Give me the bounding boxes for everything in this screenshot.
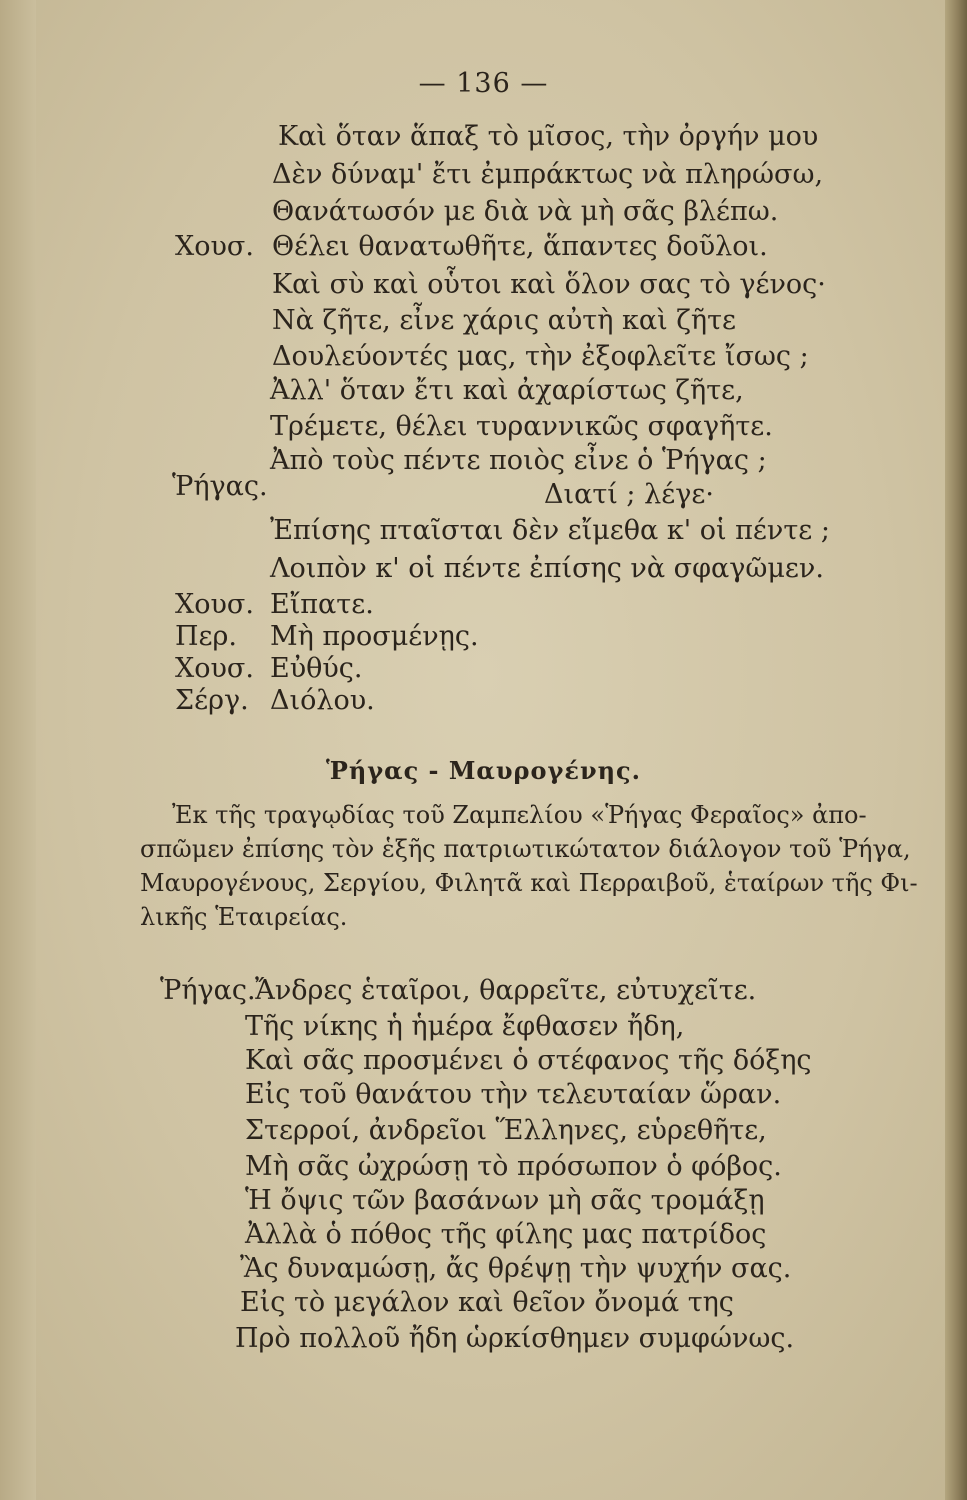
- verse-line: Ἀλλὰ ὁ πόθος τῆς φίλης μας πατρίδος: [245, 1219, 767, 1250]
- verse-line: Λοιπὸν κ' οἱ πέντε ἐπίσης νὰ σφαγῶμεν.: [270, 553, 824, 584]
- verse-line: Εἰς τὸ μεγάλον καὶ θεῖον ὄνομά της: [240, 1287, 734, 1318]
- verse-line: Ἄνδρες ἑταῖροι, θαρρεῖτε, εὐτυχεῖτε.: [255, 975, 757, 1006]
- page-edge: [945, 0, 967, 1500]
- verse-line: Μὴ προσμένῃς.: [270, 621, 479, 652]
- verse-line: Πρὸ πολλοῦ ἤδη ὡρκίσθημεν συμφώνως.: [235, 1323, 795, 1354]
- section-heading: Ῥήγας - Μαυρογένης.: [325, 756, 642, 785]
- page-gutter: [0, 0, 36, 1500]
- speaker-label: Περ.: [175, 621, 237, 652]
- speaker-label: Ῥήγας.: [160, 975, 256, 1006]
- speaker-label: Σέργ.: [175, 685, 249, 716]
- verse-line: Καὶ σᾶς προσμένει ὁ στέφανος τῆς δόξης: [245, 1045, 812, 1076]
- verse-line: Διόλου.: [270, 685, 375, 716]
- verse-line: Διατί ; λέγε·: [544, 479, 714, 510]
- verse-line: Στερροί, ἀνδρεῖοι Ἕλληνες, εὑρεθῆτε,: [245, 1115, 767, 1146]
- verse-line: Καὶ ὅταν ἅπαξ τὸ μῖσος, τὴν ὀργήν μου: [278, 121, 819, 152]
- verse-line: Μὴ σᾶς ὠχρώσῃ τὸ πρόσωπον ὁ φόβος.: [245, 1151, 782, 1182]
- verse-line: Τρέμετε, θέλει τυραννικῶς σφαγῆτε.: [270, 411, 773, 442]
- intro-line: Μαυρογένους, Σεργίου, Φιλητᾶ καὶ Περραιβοῦ, ἑταίρων τῆς Φι-: [140, 869, 918, 897]
- page-number: — 136 —: [418, 68, 549, 99]
- speaker-label: Χουσ.: [175, 589, 254, 620]
- verse-line: Καὶ σὺ καὶ οὗτοι καὶ ὅλον σας τὸ γένος·: [272, 269, 826, 300]
- intro-line: Ἐκ τῆς τραγῳδίας τοῦ Ζαμπελίου «Ῥήγας Φεραῖος» ἀπο-: [172, 801, 867, 829]
- verse-line: Εἴπατε.: [270, 589, 374, 620]
- speaker-label: Χουσ.: [175, 653, 254, 684]
- verse-line: Νὰ ζῆτε, εἶνε χάρις αὐτὴ καὶ ζῆτε: [272, 305, 737, 336]
- verse-line: Ἡ ὄψις τῶν βασάνων μὴ σᾶς τρομάξῃ: [245, 1185, 765, 1216]
- verse-line: Ἀλλ' ὅταν ἔτι καὶ ἀχαρίστως ζῆτε,: [270, 375, 744, 406]
- intro-line: σπῶμεν ἐπίσης τὸν ἑξῆς πατριωτικώτατον διάλογον τοῦ Ῥήγα,: [140, 835, 911, 863]
- verse-line: Εὐθύς.: [270, 653, 363, 684]
- speaker-label: Χουσ.: [175, 231, 254, 262]
- verse-line: Θανάτωσόν με διὰ νὰ μὴ σᾶς βλέπω.: [272, 196, 779, 227]
- verse-line: Τῆς νίκης ἡ ἡμέρα ἔφθασεν ἤδη,: [245, 1011, 685, 1042]
- verse-line: Εἰς τοῦ θανάτου τὴν τελευταίαν ὥραν.: [245, 1079, 782, 1110]
- speaker-label: Ῥήγας.: [172, 471, 268, 502]
- verse-line: Ἐπίσης πταῖσται δὲν εἴμεθα κ' οἱ πέντε ;: [270, 515, 830, 546]
- verse-line: Θέλει θανατωθῆτε, ἅπαντες δοῦλοι.: [272, 231, 768, 262]
- verse-line: Ἂς δυναμώσῃ, ἄς θρέψῃ τὴν ψυχήν σας.: [240, 1253, 792, 1284]
- verse-line: Ἀπὸ τοὺς πέντε ποιὸς εἶνε ὁ Ῥήγας ;: [270, 445, 767, 476]
- intro-line: λικῆς Ἑταιρείας.: [140, 903, 348, 931]
- verse-line: Δὲν δύναμ' ἔτι ἐμπράκτως νὰ πληρώσω,: [272, 159, 824, 190]
- verse-line: Δουλεύοντές μας, τὴν ἐξοφλεῖτε ἴσως ;: [272, 341, 809, 372]
